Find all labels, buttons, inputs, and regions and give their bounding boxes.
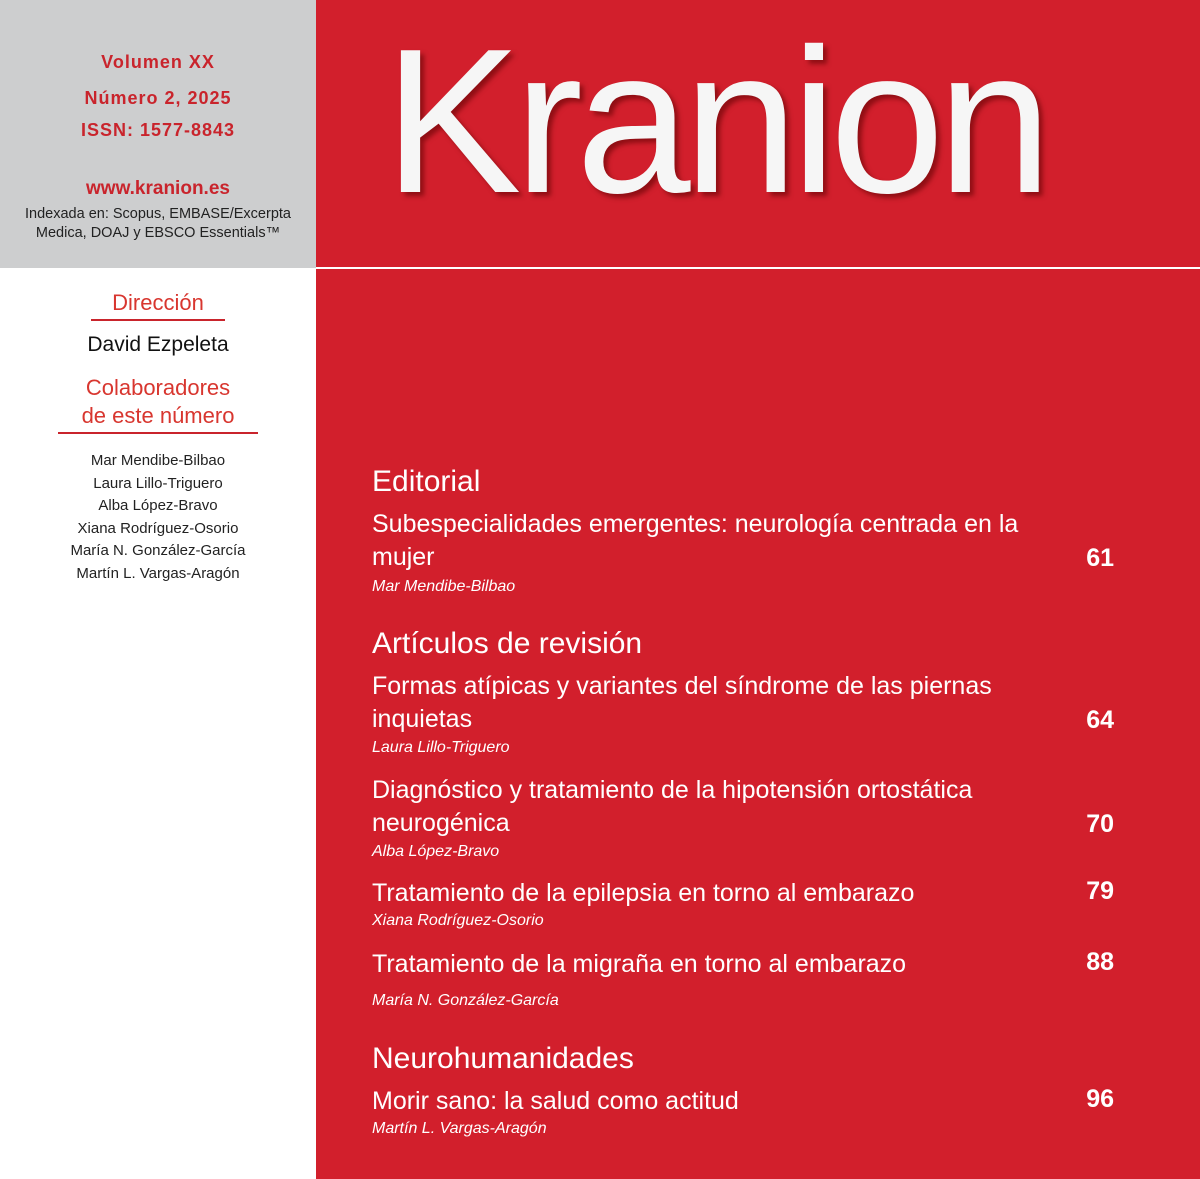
article-author: Laura Lillo-Triguero [372,739,510,756]
director-name: David Ezpeleta [87,333,229,356]
indexing-note: Indexada en: Scopus, EMBASE/Excerpta Medica, DOAJ y EBSCO Essentials™ [25,206,291,241]
article-page: 61 [1086,544,1114,572]
journal-title: Kranion [384,6,1046,236]
article-title[interactable]: Subespecialidades emergentes: neurología centrada en la mujer [372,510,1019,571]
issn-label: ISSN: 1577-8843 [80,120,236,140]
article-title[interactable]: Formas atípicas y variantes del síndrome de las piernas inquietas [372,672,992,733]
article-page: 70 [1086,810,1114,838]
contributor-name: Martín L. Vargas-Aragón [76,564,240,582]
article-page: 88 [1086,948,1114,976]
article-page: 79 [1086,877,1114,905]
volume-label: Volumen XX [101,52,215,72]
website-link[interactable]: www.kranion.es [86,178,230,199]
article-page: 96 [1086,1085,1114,1113]
section-title-editorial: Editorial [372,465,481,498]
section-title-review: Artículos de revisión [372,627,643,660]
contributor-name: Xiana Rodríguez-Osorio [77,519,239,537]
contributor-name: María N. González-García [70,542,246,559]
contributor-name: Mar Mendibe-Bilbao [90,452,226,469]
article-author: Alba López-Bravo [372,843,500,860]
contributor-name: Alba López-Bravo [98,497,218,514]
direction-rule [91,319,225,321]
article-author: Martín L. Vargas-Aragón [372,1120,547,1137]
article-author: Mar Mendibe-Bilbao [372,578,516,595]
section-title-neurohumanities: Neurohumanidades [372,1042,634,1075]
contributors-heading-line1: Colaboradores [85,375,231,400]
contributors-heading-line2: de este número [81,403,235,428]
article-title[interactable]: Morir sano: la salud como actitud [372,1087,739,1115]
article-title[interactable]: Diagnóstico y tratamiento de la hipotensión ortostática neurogénica [372,776,973,837]
direction-heading: Dirección [112,290,204,315]
contributors-rule [58,432,258,434]
contributor-name: Laura Lillo-Triguero [93,474,223,492]
issue-label: Número 2, 2025 [84,88,232,108]
article-title[interactable]: Tratamiento de la epilepsia en torno al embarazo [372,879,915,907]
contributors-list [0,450,316,585]
article-page: 64 [1086,706,1114,734]
article-author: María N. González-García [372,992,559,1009]
article-author: Xiana Rodríguez-Osorio [372,912,544,929]
article-title[interactable]: Tratamiento de la migraña en torno al embarazo [372,950,907,978]
header-divider [316,267,1200,269]
